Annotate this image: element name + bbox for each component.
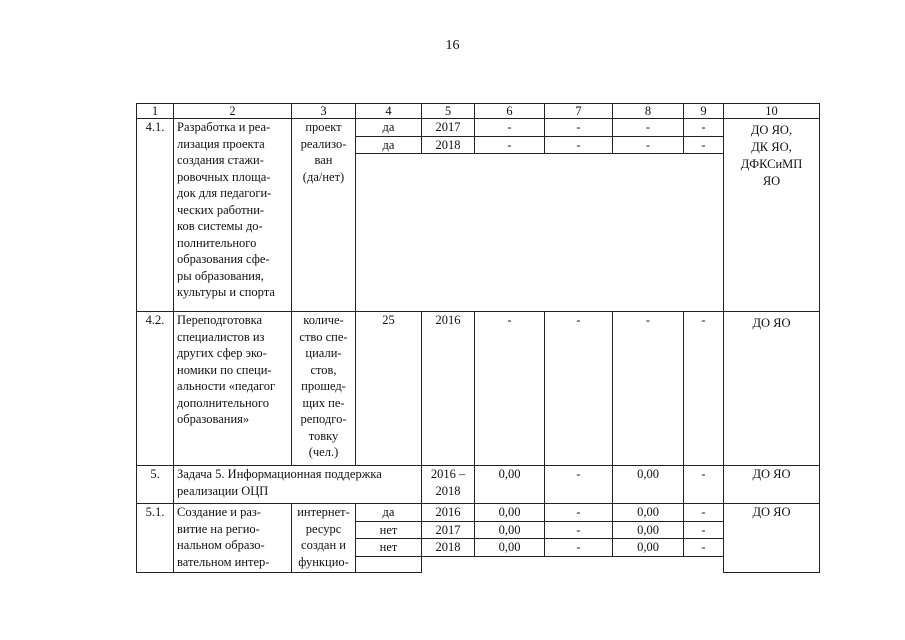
cell-value: - [684,136,724,154]
task-title: Задача 5. Информационная поддержка реализации ОЦП [174,466,422,504]
cell-year: 2018 [422,136,475,154]
header-cell: 8 [613,104,684,119]
header-cell: 5 [422,104,475,119]
activity-name: Создание и раз- витие на регио- нальном образо- вательном интер- [174,504,292,573]
cell-value: - [684,539,724,557]
cell-value: - [613,136,684,154]
page-number: 16 [445,38,460,53]
cell-value: нет [356,539,422,557]
cell-value: - [545,504,613,522]
header-cell: 1 [137,104,174,119]
empty-cell [422,556,724,572]
cell-value: 0,00 [613,504,684,522]
cell-value: да [356,504,422,522]
table-row [137,504,820,522]
cell-value: - [684,312,724,466]
cell-value: - [475,119,545,137]
table-row [137,312,820,466]
header-cell: 7 [545,104,613,119]
cell-value: - [545,539,613,557]
cell-value: - [613,119,684,137]
empty-cell [356,154,724,312]
cell-value: - [684,466,724,504]
program-table [136,103,820,573]
cell-value: - [545,312,613,466]
header-cell: 9 [684,104,724,119]
executor: ДО ЯО [724,466,820,504]
row-number: 4.1. [137,119,174,312]
cell-value: - [475,312,545,466]
table-row [137,119,820,137]
cell-value: - [684,504,724,522]
executor: ДО ЯО [724,504,820,573]
cell-value: - [545,119,613,137]
cell-value: 25 [356,312,422,466]
cell-value: 0,00 [475,466,545,504]
row-number: 5. [137,466,174,504]
header-cell: 3 [292,104,356,119]
cell-value: - [684,119,724,137]
cell-year: 2016 [422,504,475,522]
cell-value: - [613,312,684,466]
executor: ДО ЯО, ДК ЯО, ДФКСиМП ЯО [724,119,820,312]
table-row [137,466,820,504]
cell-value: да [356,136,422,154]
cell-value: - [545,521,613,539]
cell-value: 0,00 [613,521,684,539]
header-row [137,104,820,119]
cell-year: 2016 – 2018 [422,466,475,504]
activity-name: Разработка и реа- лизация проекта создания стажи- ровочных площа- док для педагоги- ческих работни- ков системы до- полнительного образования сфе- ры образования, культуры и спорта [174,119,292,312]
header-cell: 6 [475,104,545,119]
executor: ДО ЯО [724,312,820,466]
cell-value: - [545,466,613,504]
cell-value: 0,00 [475,504,545,522]
cell-year: 2016 [422,312,475,466]
cell-value: да [356,119,422,137]
cell-value: 0,00 [475,521,545,539]
row-number: 5.1. [137,504,174,573]
cell-year: 2017 [422,119,475,137]
cell-value: нет [356,521,422,539]
header-cell: 2 [174,104,292,119]
cell-value: 0,00 [613,539,684,557]
empty-cell [356,556,422,572]
cell-year: 2018 [422,539,475,557]
row-number: 4.2. [137,312,174,466]
header-cell: 10 [724,104,820,119]
indicator: проект реализо- ван (да/нет) [292,119,356,312]
cell-value: - [475,136,545,154]
cell-value: 0,00 [613,466,684,504]
activity-name: Переподготовка специалистов из других сфер эко- номики по специ- альности «педагог дополнительного образования» [174,312,292,466]
cell-value: - [545,136,613,154]
indicator: количе- ство спе- циали- стов, прошед- щих пе- реподго- товку (чел.) [292,312,356,466]
cell-value: 0,00 [475,539,545,557]
cell-value: - [684,521,724,539]
indicator: интернет- ресурс создан и функцио- [292,504,356,573]
cell-year: 2017 [422,521,475,539]
header-cell: 4 [356,104,422,119]
